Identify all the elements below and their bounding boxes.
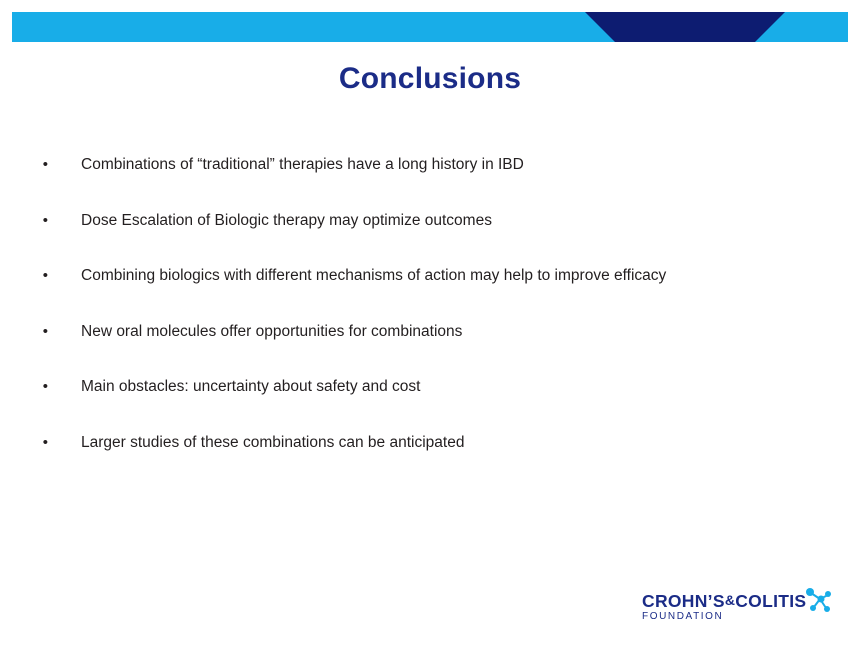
logo-name-part2: COLITIS (735, 591, 807, 611)
bullet-marker-icon: • (42, 322, 48, 340)
list-item-text: Combining biologics with different mechanisms of action may help to improve efficacy (81, 267, 667, 284)
list-item-text: Main obstacles: uncertainty about safety and cost (81, 378, 421, 395)
page-title: Conclusions (338, 62, 522, 95)
logo-ampersand: & (724, 592, 736, 608)
list-item (0, 322, 860, 378)
bullet-list (0, 155, 860, 488)
list-item (0, 266, 860, 322)
list-item-text: Dose Escalation of Biologic therapy may optimize outcomes (81, 211, 492, 229)
bullet-marker-icon: • (42, 378, 48, 395)
list-item-text: New oral molecules offer opportunities for combinations (81, 322, 463, 340)
list-item (0, 155, 860, 211)
bullet-marker-icon: • (42, 211, 48, 229)
bullet-marker-icon: • (42, 156, 48, 173)
list-item-text: Larger studies of these combinations can be anticipated (81, 433, 465, 451)
logo-wordmark (642, 591, 806, 612)
molecule-icon (802, 585, 832, 615)
organization-logo (642, 585, 832, 627)
header-chevron-accent (585, 12, 785, 42)
logo-name-part1: CROHN’S (642, 591, 725, 611)
bullet-marker-icon: • (42, 267, 48, 284)
bullet-marker-icon: • (42, 433, 48, 451)
list-item (0, 211, 860, 267)
list-item (0, 433, 860, 489)
list-item (0, 377, 860, 433)
logo-subtitle: FOUNDATION (642, 611, 724, 622)
list-item-text: Combinations of “traditional” therapies have a long history in IBD (81, 156, 524, 173)
